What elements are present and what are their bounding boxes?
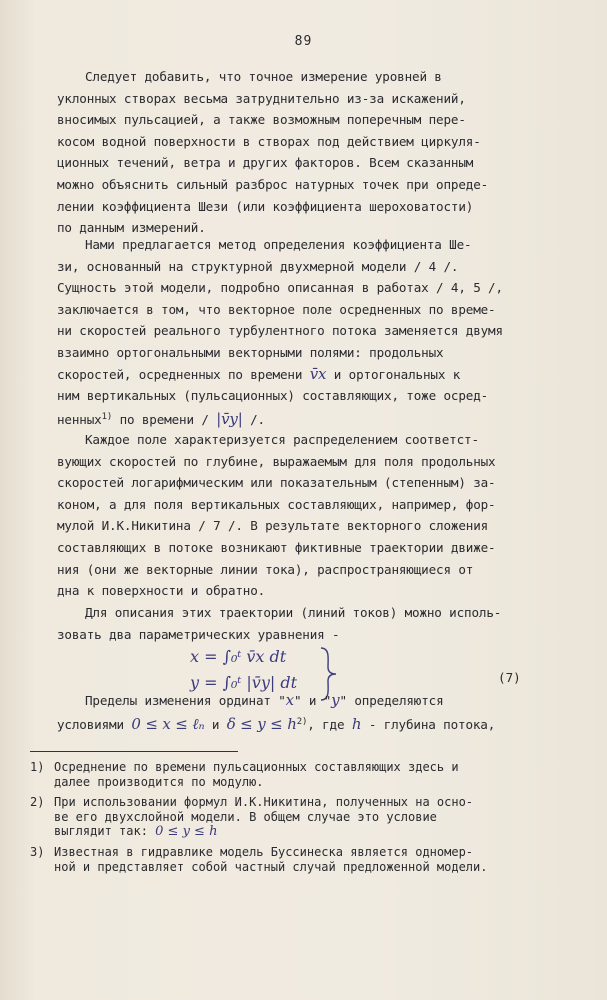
text-fragment: скоростей, осредненных по времени xyxy=(57,366,303,382)
text-line xyxy=(57,364,557,386)
text-line: лении коэффициента Шези (или коэффициента шероховатости) xyxy=(57,198,474,214)
footnote-line: Известная в гидравлике модель Буссинеска является одномер- xyxy=(54,845,474,859)
footnote-line: ве его двухслойной модели. В общем случае это условие xyxy=(54,809,437,824)
condition-y-range: δ ≤ y ≤ h xyxy=(226,714,297,733)
footnote-line: далее производится по модулю. xyxy=(54,774,264,789)
equation-line-y: y = ∫₀ᵗ |v̄y| dt xyxy=(190,673,298,692)
paragraph-4 xyxy=(57,602,557,645)
text-fragment: - глубина потока, xyxy=(368,716,496,732)
paragraph-2 xyxy=(57,234,557,431)
text-line: вносимых пульсацией, а также возможным поперечным пере- xyxy=(57,112,466,128)
text-line: мулой И.К.Никитина / 7 /. В результате векторного сложения xyxy=(57,518,489,534)
footnote-line: ной и представляет собой частный случай предложенной модели. xyxy=(54,859,488,874)
footnote-divider xyxy=(30,751,238,752)
text-fragment: и ортогональных к xyxy=(333,366,461,382)
symbol-h: h xyxy=(351,714,362,733)
velocity-x-symbol: v̄x xyxy=(309,364,327,383)
text-line: вующих скоростей по глубине, выражаемым для поля продольных xyxy=(57,453,496,469)
text-fragment: , где xyxy=(307,716,345,732)
paragraph-3 xyxy=(57,429,557,602)
text-line: ционных течений, ветра и других факторов. Всем сказанным xyxy=(57,155,474,171)
condition-x-range: 0 ≤ x ≤ ℓₙ xyxy=(131,714,205,733)
text-line: Сущность этой модели, подробно описанная в работах / 4, 5 /, xyxy=(57,280,503,296)
footnote-line: Осреднение по времени пульсационных составляющих здесь и xyxy=(54,760,459,774)
footnote-number: 3) xyxy=(30,845,45,859)
text-fragment: и xyxy=(211,716,220,732)
text-fragment: выглядит так: xyxy=(54,824,148,838)
paragraph-5 xyxy=(57,690,557,735)
text-line xyxy=(57,407,557,431)
text-line: зовать два параметрических уравнения - xyxy=(57,626,340,642)
text-line: ним вертикальных (пульсационных) составляющих, тоже осред- xyxy=(57,388,489,404)
text-line xyxy=(57,690,557,712)
text-line: взаимно ортогональными векторными полями: продольных xyxy=(57,344,444,360)
text-fragment: " определяются xyxy=(339,693,444,708)
text-line: ни скоростей реального турбулентного потока заменяется двумя xyxy=(57,323,503,339)
equation-line-x: x = ∫₀ᵗ v̄x dt xyxy=(190,647,287,666)
text-fragment: Пределы изменения ординат " xyxy=(85,693,286,708)
text-line: косом водной поверхности в створах под действием циркуля- xyxy=(57,133,481,149)
footnote-3 xyxy=(30,845,570,874)
text-line: составляющих в потоке возникают фиктивные траектории движе- xyxy=(57,539,496,555)
text-line: зи, основанный на структурной двухмерной модели / 4 /. xyxy=(57,258,459,274)
text-line: ния (они же векторные линии тока), распространяющиеся от xyxy=(57,561,474,577)
text-line: по данным измерений. xyxy=(57,220,206,236)
text-fragment: условиями xyxy=(57,716,124,732)
text-fragment: " и " xyxy=(293,693,332,708)
text-line: можно объяснить сильный разброс натурных точек при опреде- xyxy=(57,176,489,192)
equation-number: (7) xyxy=(498,670,521,685)
footnote-line: При использовании формул И.К.Никитина, полученных на осно- xyxy=(54,795,474,809)
text-line: Нами предлагается метод определения коэффициента Ше- xyxy=(85,237,472,252)
text-line: скоростей логарифмическим или показательным (степенным) за- xyxy=(57,475,496,491)
text-line: уклонных створах весьма затруднительно из-за искажений, xyxy=(57,90,466,106)
footnote-2 xyxy=(30,795,570,840)
text-line xyxy=(57,712,557,736)
footnote-number: 1) xyxy=(30,760,45,774)
text-line: Каждое поле характеризуется распределением соответст- xyxy=(85,432,479,447)
footnote-number: 2) xyxy=(30,795,45,809)
text-fragment: /. xyxy=(250,411,265,427)
text-line: Для описания этих траектории (линий токов) можно исполь- xyxy=(85,605,502,620)
paragraph-1 xyxy=(57,66,557,239)
condition-y-range-general: 0 ≤ y ≤ h xyxy=(155,824,218,839)
symbol-y: y xyxy=(331,691,340,709)
page-number: 89 xyxy=(294,34,313,49)
text-fragment: по времени / xyxy=(119,411,209,427)
footnote-line xyxy=(54,824,570,840)
text-line: заключается в том, что векторное поле осредненных по време- xyxy=(57,301,496,317)
symbol-x: x xyxy=(285,691,294,709)
velocity-y-symbol: |v̄y| xyxy=(216,409,243,428)
text-line: Следует добавить, что точное измерение уровней в xyxy=(85,69,442,84)
text-line: дна к поверхности и обратно. xyxy=(57,583,266,599)
text-line: коном, а для поля вертикальных составляющих, например, фор- xyxy=(57,496,496,512)
footnote-ref-1: 1) xyxy=(101,411,113,422)
footnote-1 xyxy=(30,760,570,789)
footnote-ref-2: 2) xyxy=(296,716,308,727)
text-fragment: ненных xyxy=(57,411,102,427)
